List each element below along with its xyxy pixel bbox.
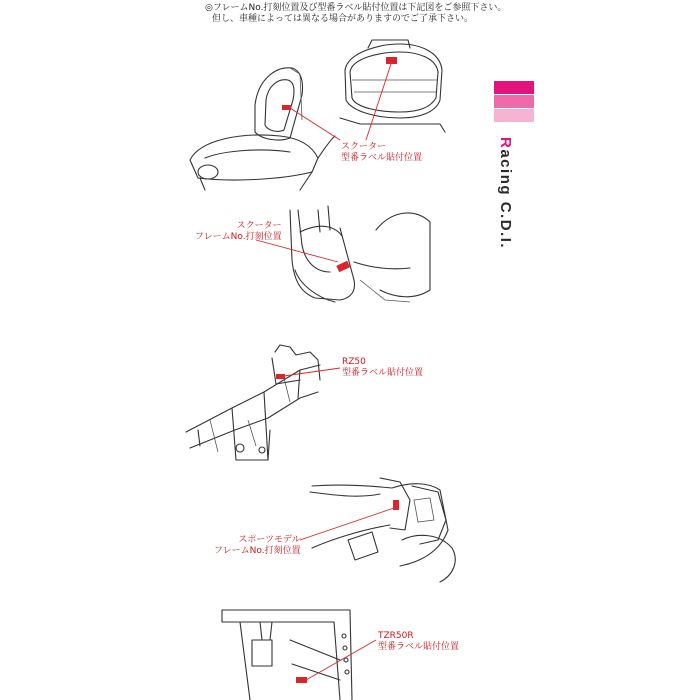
side-title-rest: acing C.D.I. xyxy=(497,149,514,250)
scooter-label-line2: 型番ラベル貼付位置 xyxy=(341,153,423,163)
scooter-label-line1: スクーター xyxy=(341,142,387,152)
tzr50r-annotation xyxy=(378,631,459,653)
sports-annotation xyxy=(214,535,301,557)
scooter-seat-label-mark xyxy=(282,105,291,110)
scooter-storage-box-illustration xyxy=(340,40,445,140)
rz50-annotation xyxy=(342,357,423,379)
rz50-label-mark xyxy=(276,374,285,379)
note-line-2: 但し、車種によっては異なる場合がありますのでご了承下さい。 xyxy=(212,14,474,24)
note-line-1: ◎フレームNo.打刻位置及び型番ラベル貼付位置は下記図をご参照下さい。 xyxy=(205,3,507,13)
side-title-initial: R xyxy=(497,137,514,150)
storage-box-label-mark xyxy=(386,57,397,64)
sports-model-illustration xyxy=(300,478,455,582)
rz50-frame-illustration xyxy=(186,345,340,460)
scooter-frame-line1: スクーター xyxy=(236,221,282,231)
tzr50r-line2: 型番ラベル貼付位置 xyxy=(378,642,460,652)
tzr50r-label-mark xyxy=(296,677,307,683)
tzr50r-line1: TZR50R xyxy=(378,631,414,641)
rz50-line2: 型番ラベル貼付位置 xyxy=(342,368,424,378)
rz50-line1: RZ50 xyxy=(342,357,366,367)
scooter-frame-line2: フレームNo.打刻位置 xyxy=(195,232,282,242)
scooter-label-annotation xyxy=(341,142,422,164)
sports-line1: スポーツモデル xyxy=(238,535,301,545)
scooter-frame-annotation xyxy=(195,221,282,243)
sports-line2: フレームNo.打刻位置 xyxy=(214,546,301,556)
scooter-front-frame-illustration xyxy=(256,206,430,302)
scooter-frame-number-mark xyxy=(336,261,350,272)
scooter-open-seat-illustration xyxy=(190,68,340,190)
tzr50r-frame-illustration xyxy=(222,610,376,700)
